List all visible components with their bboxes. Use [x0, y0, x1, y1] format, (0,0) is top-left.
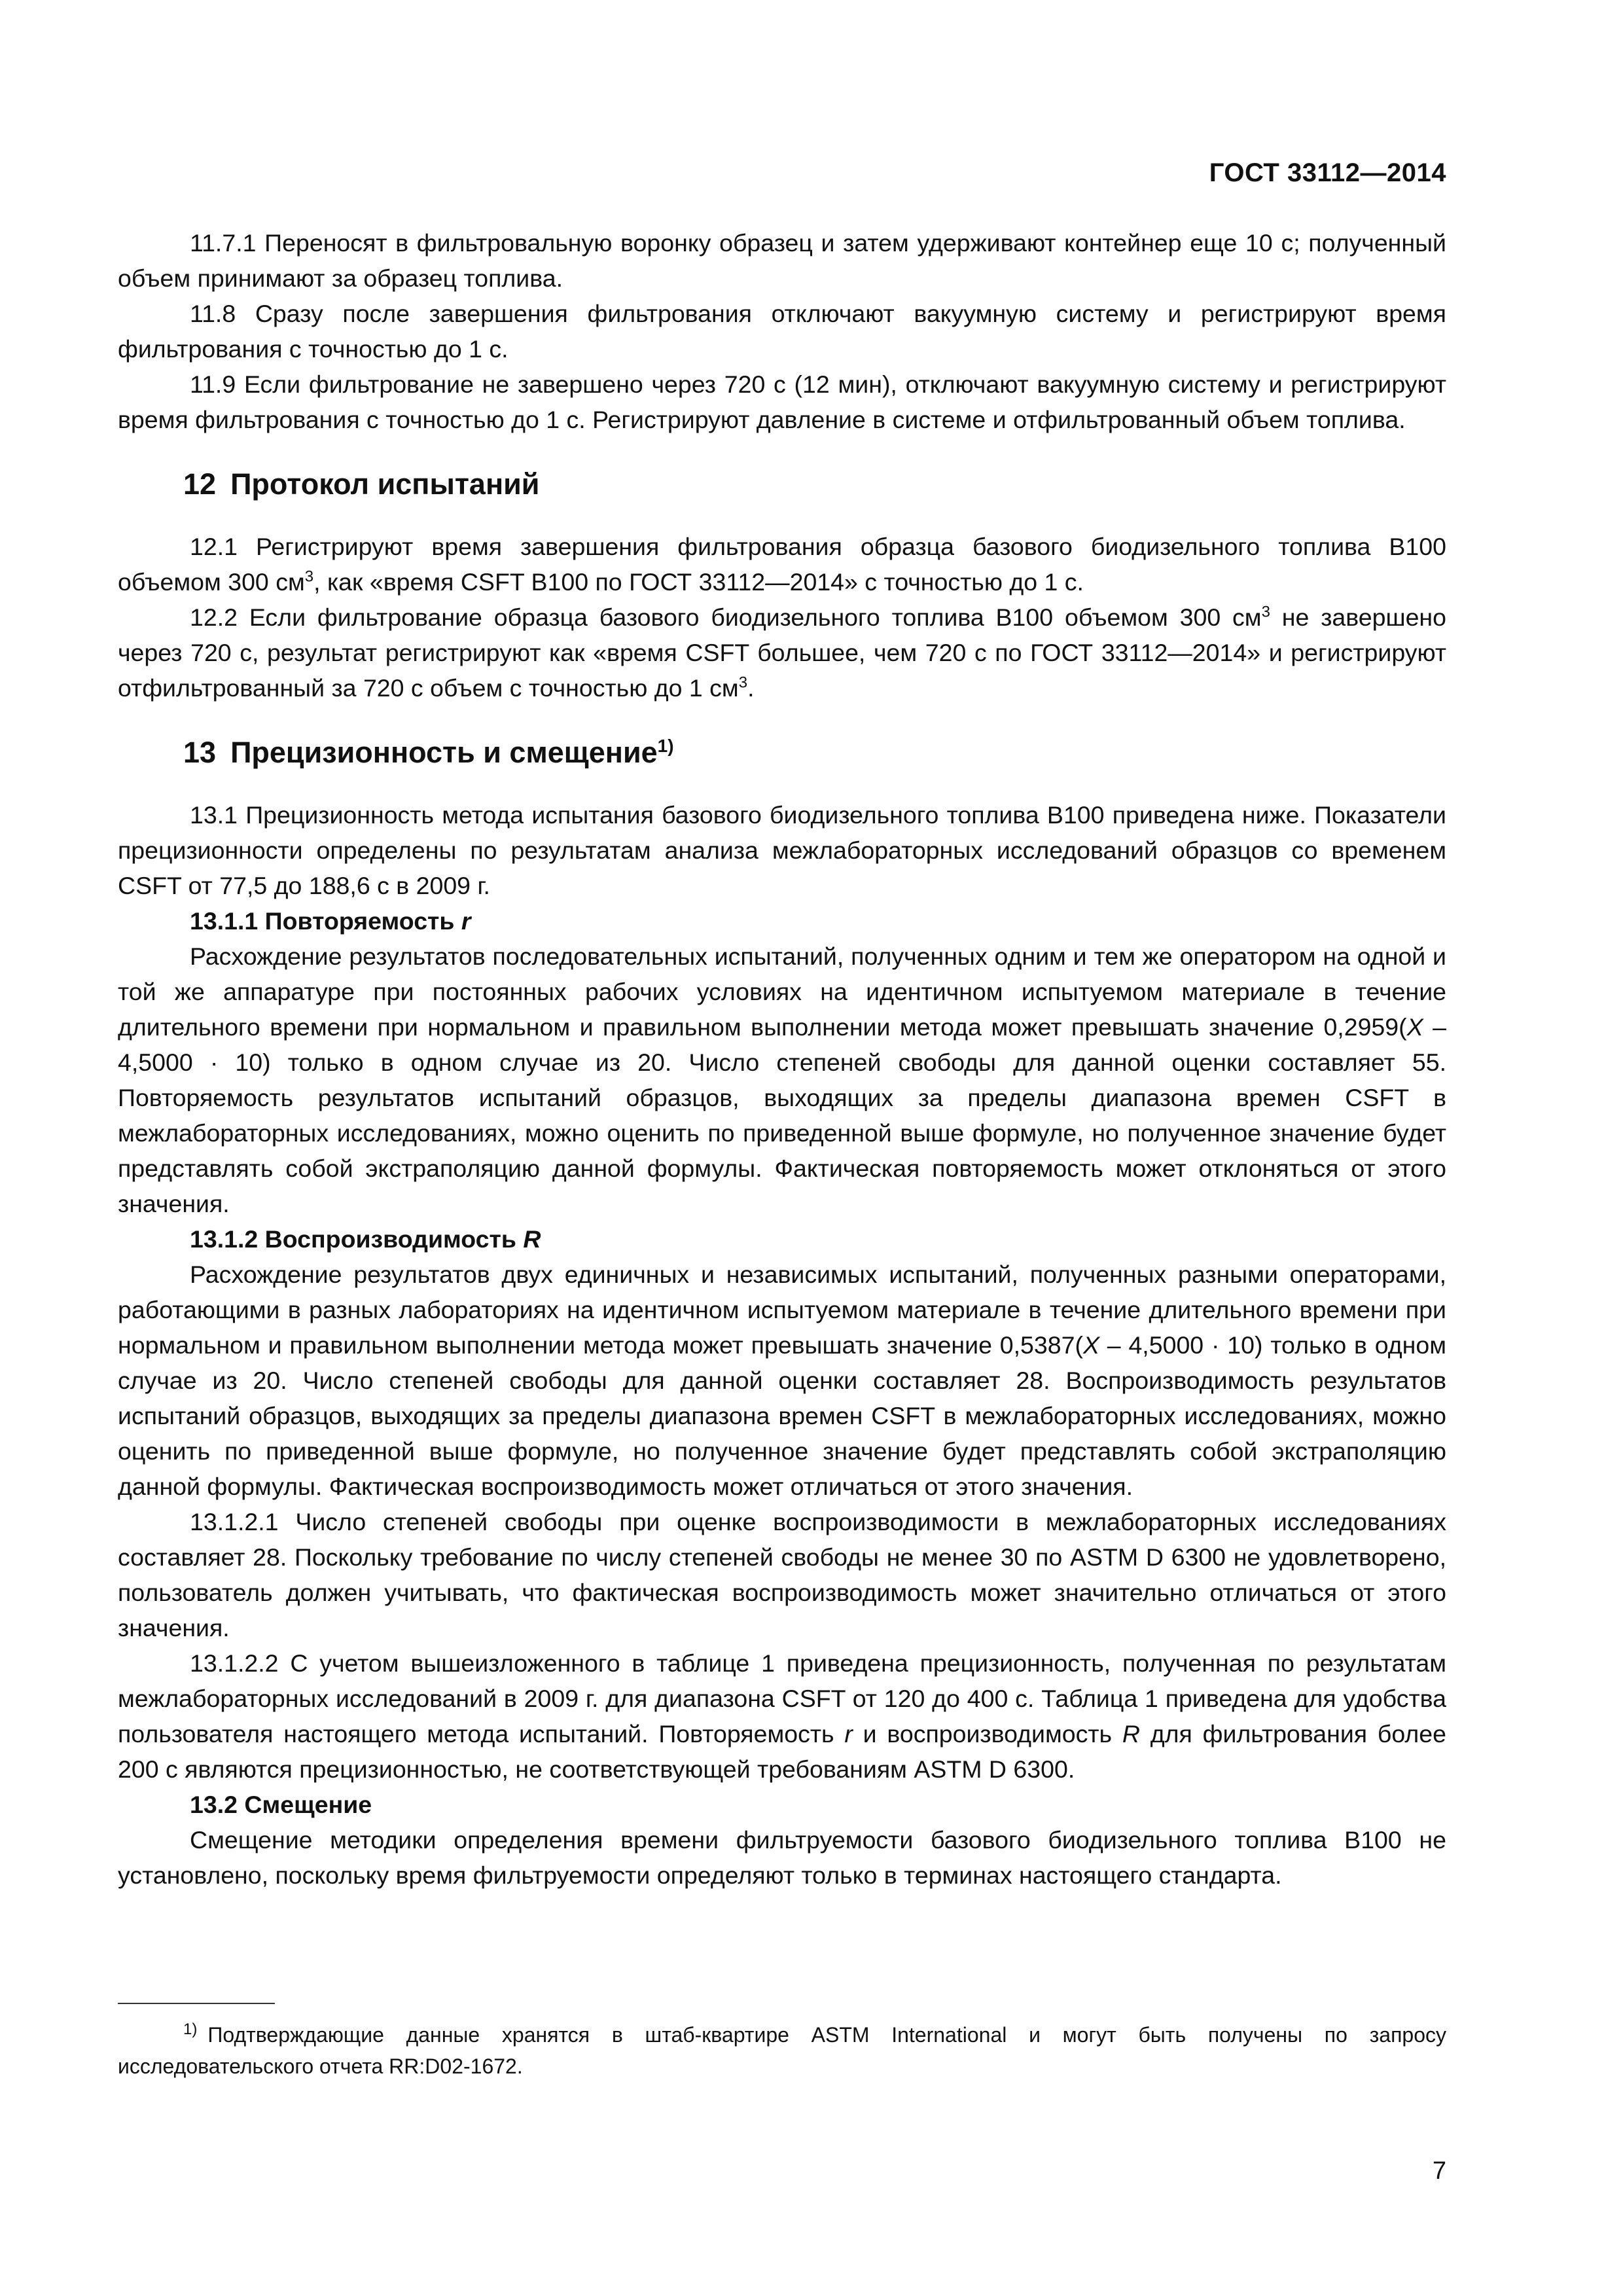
- paragraph-13-1-1: [118, 939, 1446, 1221]
- paragraph-13-1-2-2: [118, 1645, 1446, 1787]
- paragraph-13-1-2-2-text-c: для фильтрования более 200 с являются прецизионностью, не соответствующей требованиям ASTM D 6300.: [118, 1720, 1446, 1783]
- page-number: 7: [1432, 2157, 1446, 2185]
- section-12-number: 12: [183, 467, 217, 501]
- paragraph-13-2: Смещение методики определения времени фильтруемости базового биодизельного топлива В100 не установлено, поскольку время фильтруемости определяют только в терминах настоящего стандарта.: [118, 1826, 1446, 1889]
- paragraph-12-2-text-b: не завершено через 720 с, результат регистрируют как «время CSFT большее, чем 720 с по ГОСТ 33112—2014» и регистрируют отфильтрованный за 720 с объем с точностью до 1 см: [118, 603, 1446, 702]
- paragraph-13-1: 13.1 Прецизионность метода испытания базового биодизельного топлива В100 приведена ниже. Показатели прецизионности определены по результатам анализа межлабораторных исследований образцов со временем CSFT от 77,5 до 188,6 с в 2009 г.: [118, 801, 1446, 899]
- paragraph-13-1-1-text-b: – 4,5000 · 10) только в одном случае из 20. Число степеней свободы для данной оценки составляет 55. Повторяемость результатов испытаний образцов, выходящих за пределы диапазона времен CSFT в межлабораторных исследованиях, можно оценить по приведенной выше формуле, но полученное значение будет представлять собой экстраполяцию данной формулы. Фактическая повторяемость может отклоняться от этого значения.: [118, 1013, 1447, 1217]
- paragraph-13-1-2: [118, 1257, 1446, 1504]
- subheading-13-1-1: [118, 903, 1446, 939]
- subheading-13-1-2: [118, 1221, 1446, 1257]
- cubic-superscript: 3: [304, 567, 314, 586]
- paragraph-12-1-text-b: , как «время CSFT В100 по ГОСТ 33112—2014» с точностью до 1 с.: [313, 568, 1084, 596]
- cubic-superscript: 3: [1261, 603, 1270, 621]
- section-12-heading: [183, 465, 1446, 504]
- footnote-text: Подтверждающие данные хранятся в штаб-квартире ASTM International и могут быть получены по запросу исследовательского отчета RR:D02-1672.: [118, 2023, 1446, 2078]
- document-code-header: ГОСТ 33112—2014: [1209, 158, 1446, 187]
- section-13-title: Прецизионность и смещение: [230, 736, 658, 769]
- paragraph-13-1-2-text-a: Расхождение результатов двух единичных и независимых испытаний, полученных разными операторами, работающими в разных лабораториях на идентичном испытуемом материале в течение длительного времени при нормальном и правильном выполнении метода может превышать значение 0,5387(: [118, 1261, 1446, 1359]
- footnote: 1) Подтверждающие данные хранятся в штаб-квартире ASTM International и могут быть получены по запросу исследовательского отчета RR:D02-1672.: [118, 2020, 1446, 2078]
- paragraph-11-8: 11.8 Сразу после завершения фильтрования отключают вакуумную систему и регистрируют время фильтрования с точностью до 1 с.: [118, 300, 1446, 363]
- paragraph-13-1-2-1: 13.1.2.1 Число степеней свободы при оценке воспроизводимости в межлабораторных исследованиях составляет 28. Поскольку требование по числу степеней свободы не менее 30 по ASTM D 6300 не удовлетворено, пользователь должен учитывать, что фактическая воспроизводимость может значительно отличаться от этого значения.: [118, 1508, 1446, 1641]
- paragraph-12-2-text-c: .: [747, 674, 755, 702]
- paragraph-13-1-1-text-a: Расхождение результатов последовательных испытаний, полученных одним и тем же оператором на одной и той же аппаратуре при постоянных рабочих условиях на идентичном испытуемом материале в течение длительного времени при нормальном и правильном выполнении метода может превышать значение 0,2959(: [118, 942, 1446, 1041]
- paragraph-13-1-2-2-text-b: и воспроизводимость: [852, 1720, 1122, 1748]
- footnote-divider: [118, 2003, 275, 2004]
- variable-x: X: [1406, 1013, 1423, 1041]
- section-13-number: 13: [183, 736, 217, 769]
- paragraph-12-1: [118, 529, 1446, 600]
- subheading-13-1-1-text: 13.1.1 Повторяемость: [190, 907, 461, 935]
- variable-x: X: [1082, 1331, 1099, 1359]
- repeatability-symbol: r: [461, 907, 471, 935]
- paragraph-12-2-text-a: 12.2 Если фильтрование образца базового биодизельного топлива В100 объемом 300 см: [190, 603, 1262, 631]
- paragraph-12-1-text-a: 12.1 Регистрируют время завершения фильтрования образца базового биодизельного топлива В100 объемом 300 см: [118, 533, 1446, 596]
- section-12-title: Протокол испытаний: [230, 467, 540, 501]
- paragraph-11-9: 11.9 Если фильтрование не завершено через 720 с (12 мин), отключают вакуумную систему и регистрируют время фильтрования с точностью до 1 с. Регистрируют давление в системе и отфильтрованный объем топлива.: [118, 370, 1446, 433]
- footnote-reference: 1): [657, 736, 674, 756]
- cubic-superscript: 3: [738, 673, 748, 692]
- paragraph-13-1-2-2-text-a: 13.1.2.2 С учетом вышеизложенного в таблице 1 приведена прецизионность, полученная по результатам межлабораторных исследований в 2009 г. для диапазона CSFT от 120 до 400 с. Таблица 1 приведена для удобства пользователя настоящего метода испытаний. Повторяемость: [118, 1649, 1446, 1748]
- paragraph-12-2: [118, 600, 1446, 706]
- document-body: [118, 225, 1446, 1893]
- reproducibility-symbol: R: [523, 1225, 541, 1253]
- subheading-13-1-2-text: 13.1.2 Воспроизводимость: [190, 1225, 524, 1253]
- repeatability-symbol: r: [844, 1720, 853, 1748]
- paragraph-11-7-1: 11.7.1 Переносят в фильтровальную воронку образец и затем удерживают контейнер еще 10 с; полученный объем принимают за образец топлива.: [118, 229, 1446, 292]
- paragraph-13-1-2-text-b: – 4,5000 · 10) только в одном случае из 20. Число степеней свободы для данной оценки составляет 28. Воспроизводимость результатов испытаний образцов, выходящих за пределы диапазона времен CSFT в межлабораторных исследованиях, можно оценить по приведенной выше формуле, но полученное значение будет представлять собой экстраполяцию данной формулы. Фактическая воспроизводимость может отличаться от этого значения.: [118, 1331, 1446, 1500]
- subheading-13-2: 13.2 Смещение: [190, 1791, 372, 1818]
- reproducibility-symbol: R: [1122, 1720, 1140, 1748]
- section-13-heading: [183, 733, 1446, 772]
- document-page: [118, 0, 1446, 2296]
